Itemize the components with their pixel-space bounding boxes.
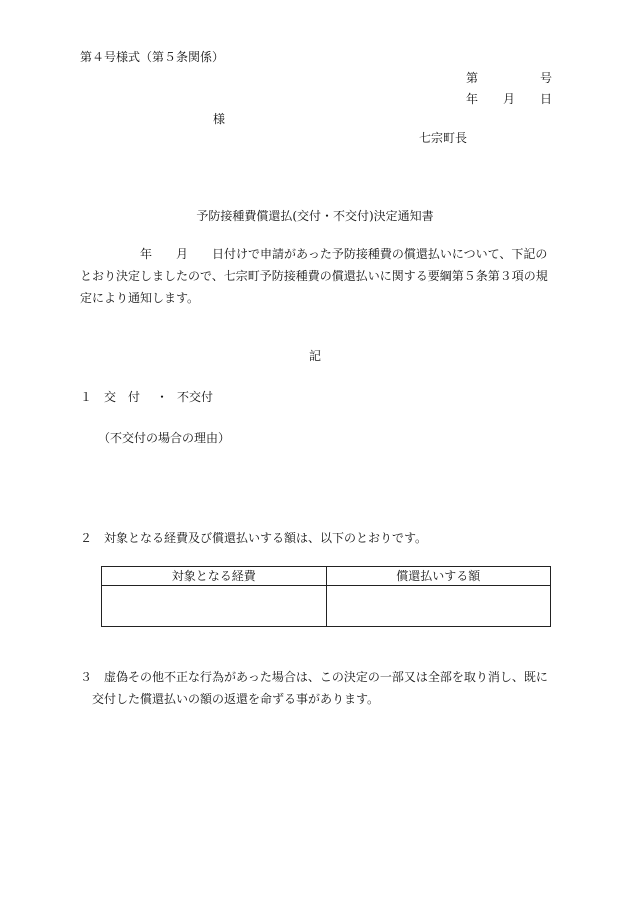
header-reimbursement-amount: 償還払いする額 <box>326 567 551 586</box>
cell-target-expense[interactable] <box>102 586 327 627</box>
costs-table <box>101 566 551 627</box>
body-month-label: 月 <box>176 247 189 261</box>
item2-number: ２ <box>80 531 93 545</box>
grant-option: 交 付 <box>104 390 141 404</box>
date-month-label: 月 <box>503 92 516 106</box>
body-text: 日付けで申請があった予防接種費の償還払いについて、下記のとおり決定しましたので、七宗町予防接種費の償還払いに関する要綱第５条第３項の規定により通知します。 <box>80 247 548 305</box>
reason-label: （不交付の場合の理由） <box>98 431 231 445</box>
non-grant-option: 不交付 <box>177 390 214 404</box>
body-paragraph <box>80 243 551 309</box>
table-header-row <box>102 567 551 586</box>
item1-number: １ <box>80 390 93 404</box>
cell-reimbursement-amount[interactable] <box>326 586 551 627</box>
item2-text: 対象となる経費及び償還払いする額は、以下のとおりです。 <box>104 531 428 545</box>
item3-line1: 虚偽その他不正な行為があった場合は、この決定の一部又は全部を取り消し、既に <box>104 670 548 684</box>
item3-line2: 交付した償還払いの額の返還を命ずる事があります。 <box>92 692 380 706</box>
date-day-label: 日 <box>540 92 553 106</box>
body-year-label: 年 <box>140 247 153 261</box>
issuer-name: 七宗町長 <box>419 131 468 145</box>
doc-number-suffix: 号 <box>540 71 553 85</box>
document-title: 予防接種費償還払(交付・不交付)決定通知書 <box>196 209 434 223</box>
date-year-label: 年 <box>466 92 479 106</box>
doc-number-prefix: 第 <box>466 71 479 85</box>
header-target-expense: 対象となる経費 <box>102 567 327 586</box>
item3-number: ３ <box>80 670 93 684</box>
table-row <box>102 586 551 627</box>
form-number: 第４号様式（第５条関係） <box>80 50 225 64</box>
ki-heading: 記 <box>308 349 321 363</box>
addressee-suffix: 様 <box>213 112 226 126</box>
option-separator: ・ <box>156 390 169 404</box>
